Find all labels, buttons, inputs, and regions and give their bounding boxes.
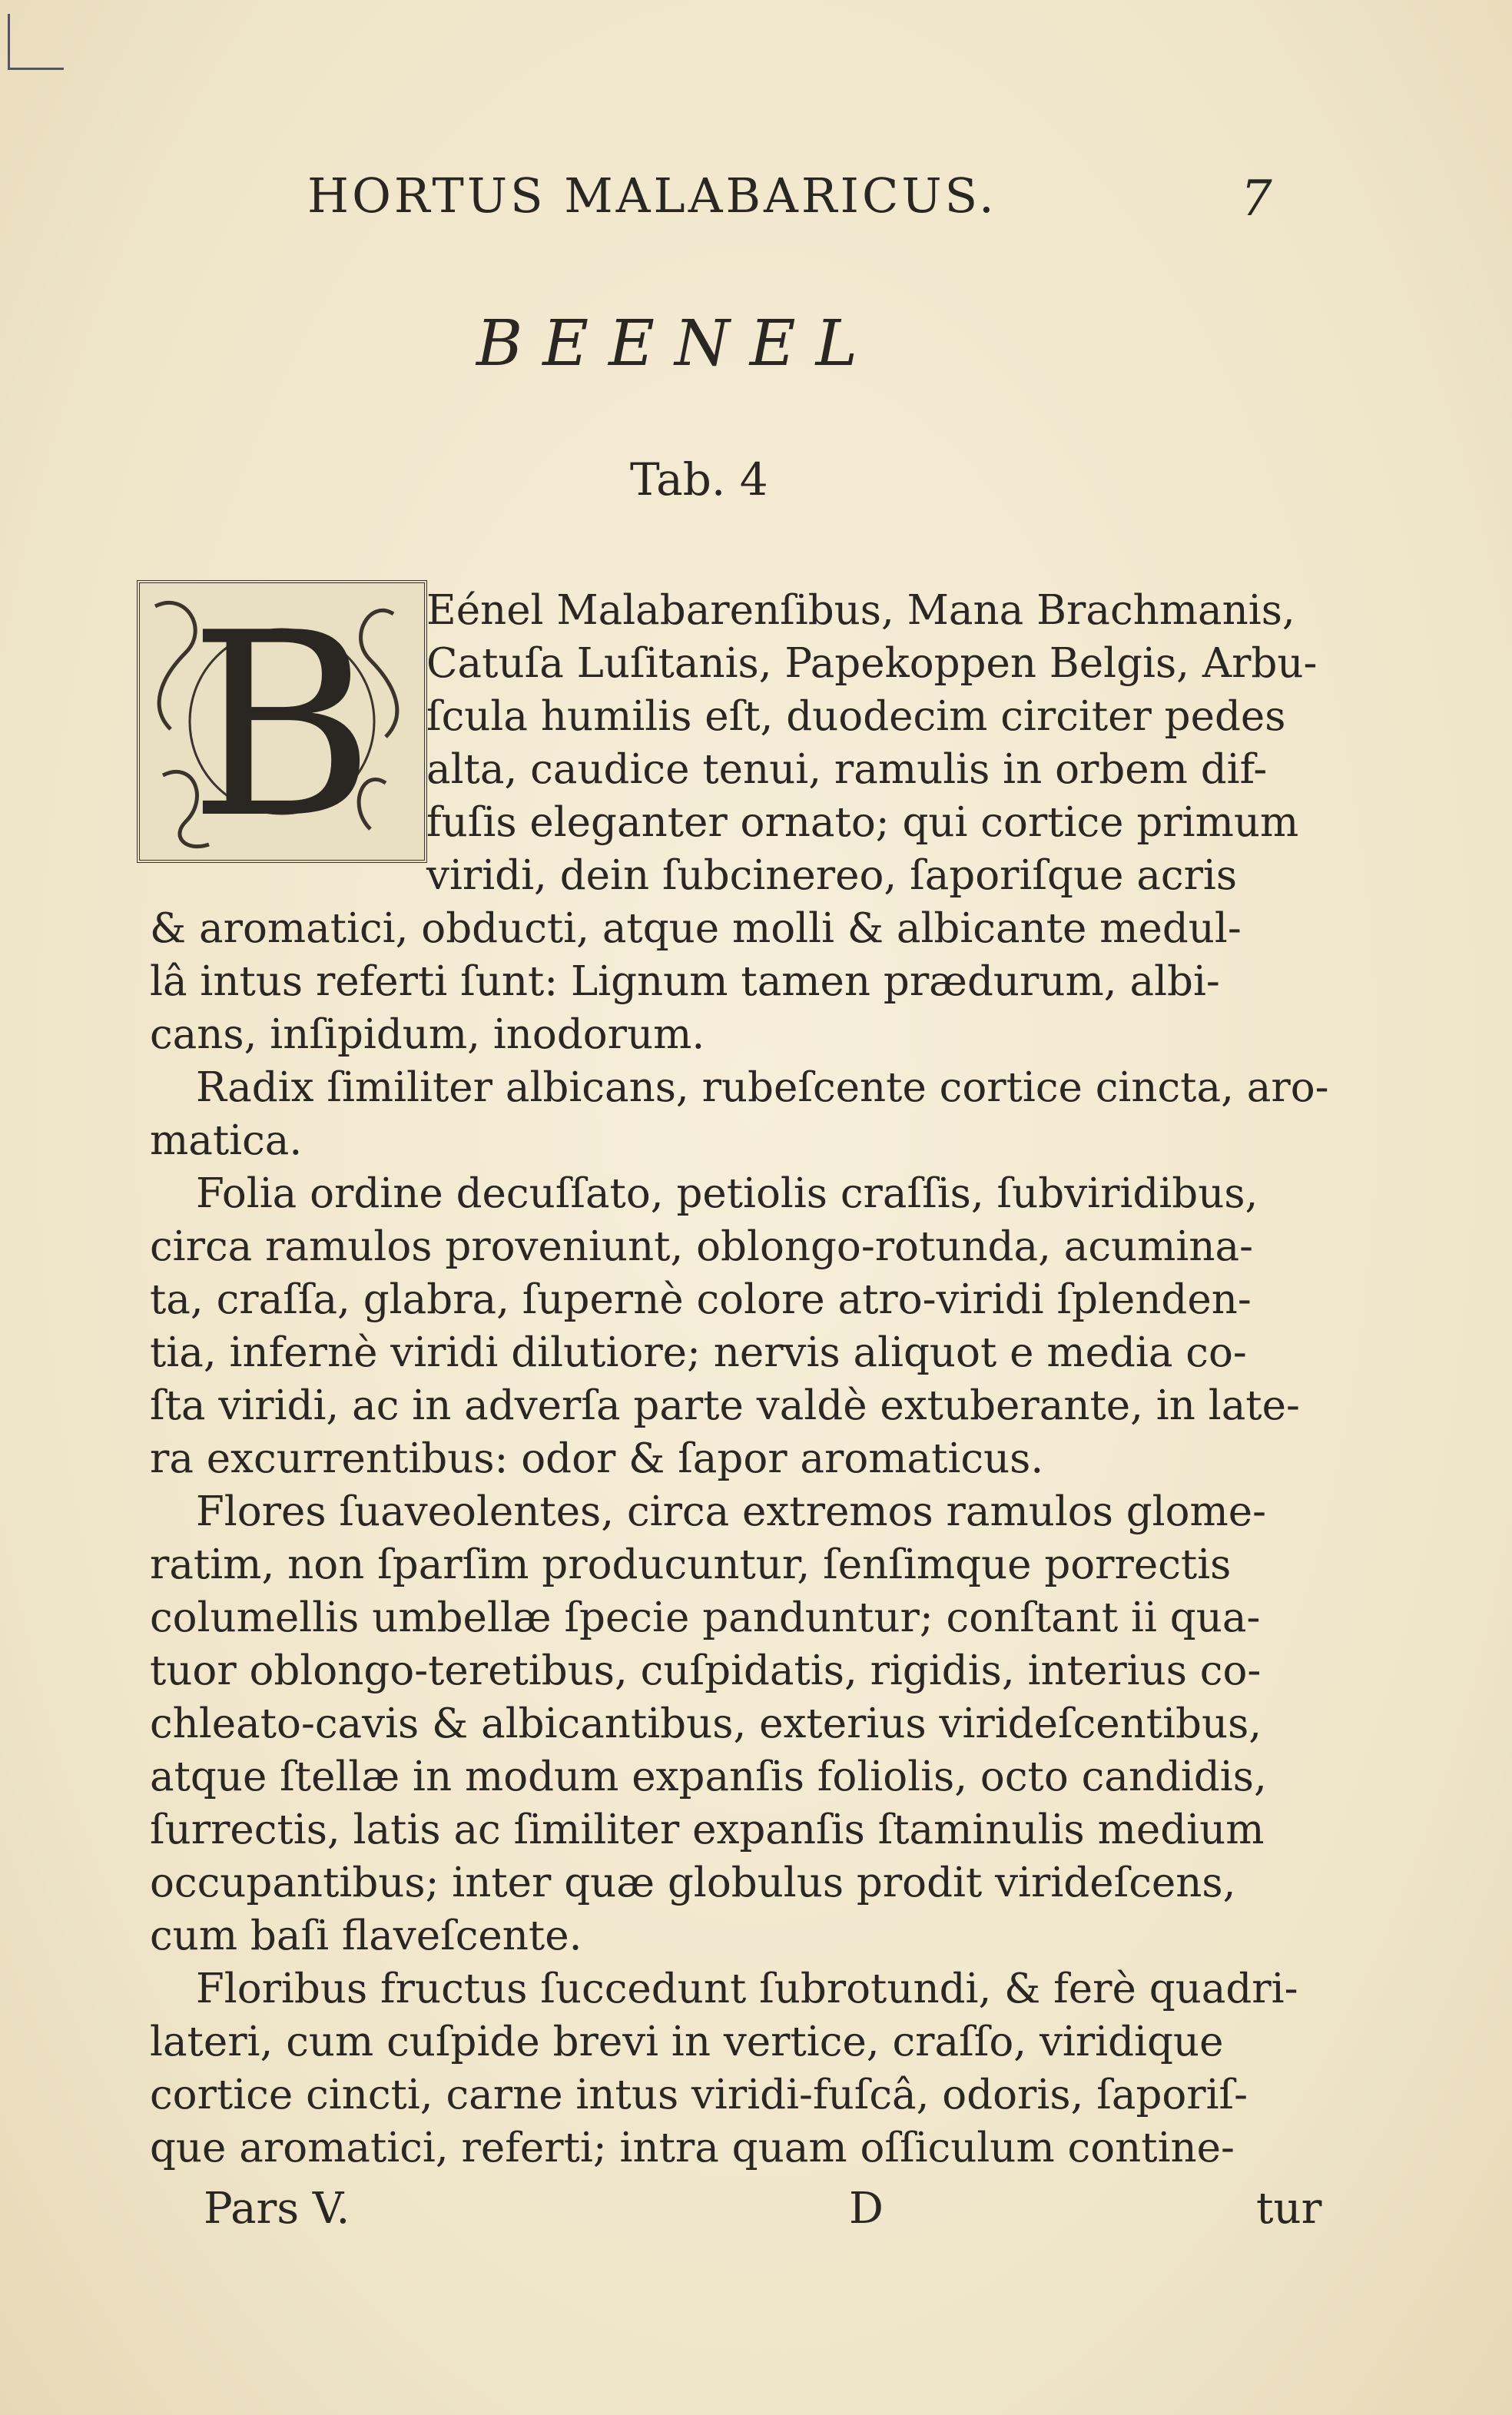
- text-line: occupantibus; inter quæ globulus prodit virideſcens,: [150, 1859, 1236, 1906]
- text-line: ta, craſſa, glabra, ſupernè colore atro-viridi ſplenden-: [150, 1276, 1252, 1323]
- corner-crop-mark: [8, 14, 64, 70]
- text-line: cum baſi flaveſcente.: [150, 1912, 582, 1959]
- text-line: alta, caudice tenui, ramulis in orbem dif-: [426, 746, 1268, 793]
- text-line: matica.: [150, 1117, 303, 1164]
- text-line: ſcula humilis eſt, duodecim circiter pedes: [426, 693, 1286, 740]
- text-line: cans, inſipidum, inodorum.: [150, 1011, 705, 1058]
- text-line: que aromatici, referti; intra quam oſſiculum contine-: [150, 2125, 1235, 2171]
- paragraph: [150, 1485, 1295, 1962]
- catchword: tur: [1256, 2184, 1322, 2234]
- text-line: ratim, non ſparſim producuntur, ſenſimque porrectis: [150, 1541, 1232, 1588]
- paragraph: [150, 1962, 1298, 2174]
- plate-reference: Tab. 4: [630, 453, 768, 506]
- text-line: atque ſtellæ in modum expanſis foliolis, octo candidis,: [150, 1753, 1267, 1800]
- paragraph: [150, 1061, 1329, 1167]
- text-line: ſta viridi, ac in adverſa parte valdè extuberante, in late-: [150, 1382, 1300, 1429]
- text-line: chleato-cavis & albicantibus, exterius virideſcentibus,: [150, 1700, 1262, 1747]
- text-line: tuor oblongo-teretibus, cuſpidatis, rigidis, interius co-: [150, 1647, 1262, 1694]
- text-line: lâ intus referti ſunt: Lignum tamen prædurum, albi-: [150, 958, 1220, 1005]
- text-line: Radix ſimiliter albicans, rubeſcente cortice cincta, aro-: [196, 1064, 1329, 1111]
- text-line: & aromatici, obducti, atque molli & albicante medul-: [150, 905, 1242, 952]
- text-line: fuſis eleganter ornato; qui cortice primum: [426, 799, 1299, 846]
- text-line: viridi, dein ſubcinereo, ſaporiſque acris: [426, 852, 1238, 899]
- page-number: 7: [1241, 171, 1272, 227]
- text-line: Floribus fructus ſuccedunt ſubrotundi, & ferè quadri-: [196, 1966, 1298, 2012]
- text-line: Catuſa Luſitanis, Papekoppen Belgis, Arbu-: [426, 640, 1318, 687]
- text-line: columellis umbellæ ſpecie panduntur; conſtant ii qua-: [150, 1594, 1261, 1641]
- text-line: lateri, cum cuſpide brevi in vertice, craſſo, viridique: [150, 2019, 1224, 2065]
- text-line: Eénel Malabarenſibus, Mana Brachmanis,: [426, 587, 1295, 634]
- body-text: [150, 584, 1329, 2174]
- text-line: ſurrectis, latis ac ſimiliter expanſis ſtaminulis medium: [150, 1806, 1265, 1853]
- plant-title: BEENEL: [476, 307, 878, 380]
- text-line: circa ramulos proveniunt, oblongo-rotunda, acumina-: [150, 1223, 1254, 1270]
- text-line: ra excurrentibus: odor & ſapor aromaticus.: [150, 1435, 1044, 1482]
- paragraph: [150, 584, 1318, 1061]
- text-line: Folia ordine decuſſato, petiolis craſſis, ſubviridibus,: [196, 1170, 1258, 1217]
- paragraph: [150, 1167, 1300, 1485]
- initial-letter: B: [188, 583, 376, 860]
- signature-label: Pars V.: [204, 2184, 350, 2234]
- signature-mark: D: [849, 2184, 884, 2234]
- text-line: Flores ſuaveolentes, circa extremos ramulos glome-: [196, 1488, 1267, 1535]
- running-title: HORTUS MALABARICUS.: [307, 168, 997, 224]
- text-line: tia, infernè viridi dilutiore; nervis aliquot e media co-: [150, 1329, 1247, 1376]
- text-line: cortice cincti, carne intus viridi-fuſcâ, odoris, ſaporiſ-: [150, 2072, 1248, 2118]
